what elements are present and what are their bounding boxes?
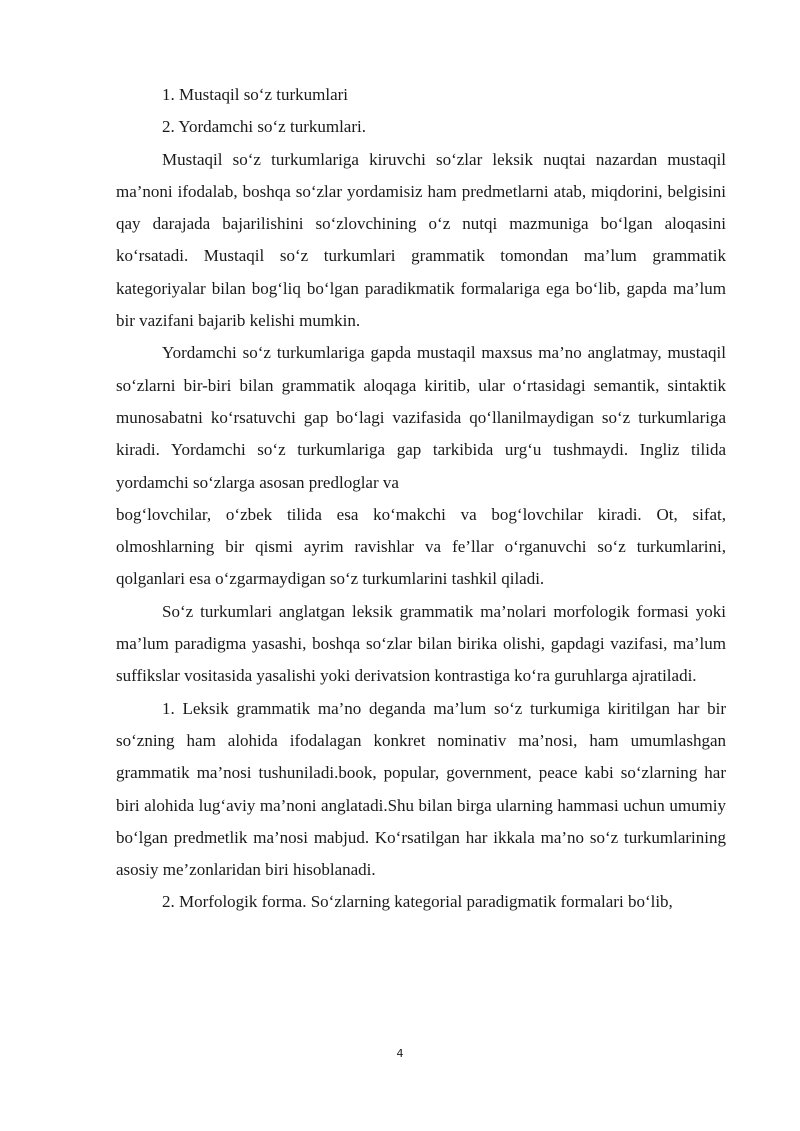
page-number: 4 [396, 1047, 404, 1060]
paragraph-lexical-grammatical-meaning: 1. Leksik grammatik ma’no deganda ma’lum so‘z turkumiga kiritilgan har bir so‘zning ham alohida ifodalagan konkret nominativ ma’nosi, ham umumlashgan grammatik ma’nosi tushuniladi.book, popular, government, peace kabi so‘zlarning har biri alohida lug‘aviy ma’noni anglatadi.Shu bilan birga ularning hammasi uchun umumiy bo‘lgan predmetlik ma’nosi mabjud. Ko‘rsatilgan har ikkala ma’no so‘z turkumlarining asosiy me’zonlaridan biri hisoblanadi. [116, 698, 726, 880]
list-item-auxiliary-word-classes: 2. Yordamchi so‘z turkumlari. [162, 117, 366, 137]
document-body [116, 79, 726, 919]
paragraph-conjunctions: bog‘lovchilar, o‘zbek tilida esa ko‘makchi va bog‘lovchilar kiradi. Ot, sifat, olmoshlarning bir qismi ayrim ravishlar va fe’llar o‘rganuvchi so‘z turkumlarini, qolganlari esa o‘zgarmaydigan so‘z turkumlarini tashkil qiladi. [116, 504, 726, 589]
paragraph-word-class-grouping: So‘z turkumlari anglatgan leksik grammatik ma’nolari morfologik formasi yoki ma’lum paradigma yasashi, boshqa so‘zlar bilan birika olishi, gapdagi vazifasi, ma’lum suffikslar vositasida yasalishi yoki derivatsion kontrastiga ko‘ra guruhlarga ajratiladi. [116, 601, 726, 686]
paragraph-independent-word-classes: Mustaqil so‘z turkumlariga kiruvchi so‘zlar leksik nuqtai nazardan mustaqil ma’noni ifodalab, boshqa so‘zlar yordamisiz ham predmetlarni atab, miqdorini, belgisini qay darajada bajarilishini so‘zlovchining o‘z nutqi mazmuniga bo‘lgan aloqasini ko‘rsatadi. Mustaqil so‘z turkumlari grammatik tomondan ma’lum grammatik kategoriyalar bilan bog‘liq bo‘lgan paradikmatik formalariga ega bo‘lib, gapda ma’lum bir vazifani bajarib kelishi mumkin. [116, 149, 726, 331]
paragraph-morphological-form: 2. Morfologik forma. So‘zlarning kategorial paradigmatik formalari bo‘lib, [162, 892, 673, 912]
paragraph-auxiliary-word-classes: Yordamchi so‘z turkumlariga gapda mustaqil maxsus ma’no anglatmay, mustaqil so‘zlarni bir-biri bilan grammatik aloqaga kiritib, ular o‘rtasidagi semantik, sintaktik munosabatni ko‘rsatuvchi gap bo‘lagi vazifasida qo‘llanilmaydigan so‘z turkumlariga kiradi. Yordamchi so‘z turkumlariga gap tarkibida urg‘u tushmaydi. Ingliz tilida yordamchi so‘zlarga asosan predloglar va [116, 343, 726, 492]
list-item-independent-word-classes: 1. Mustaqil so‘z turkumlari [162, 85, 349, 104]
